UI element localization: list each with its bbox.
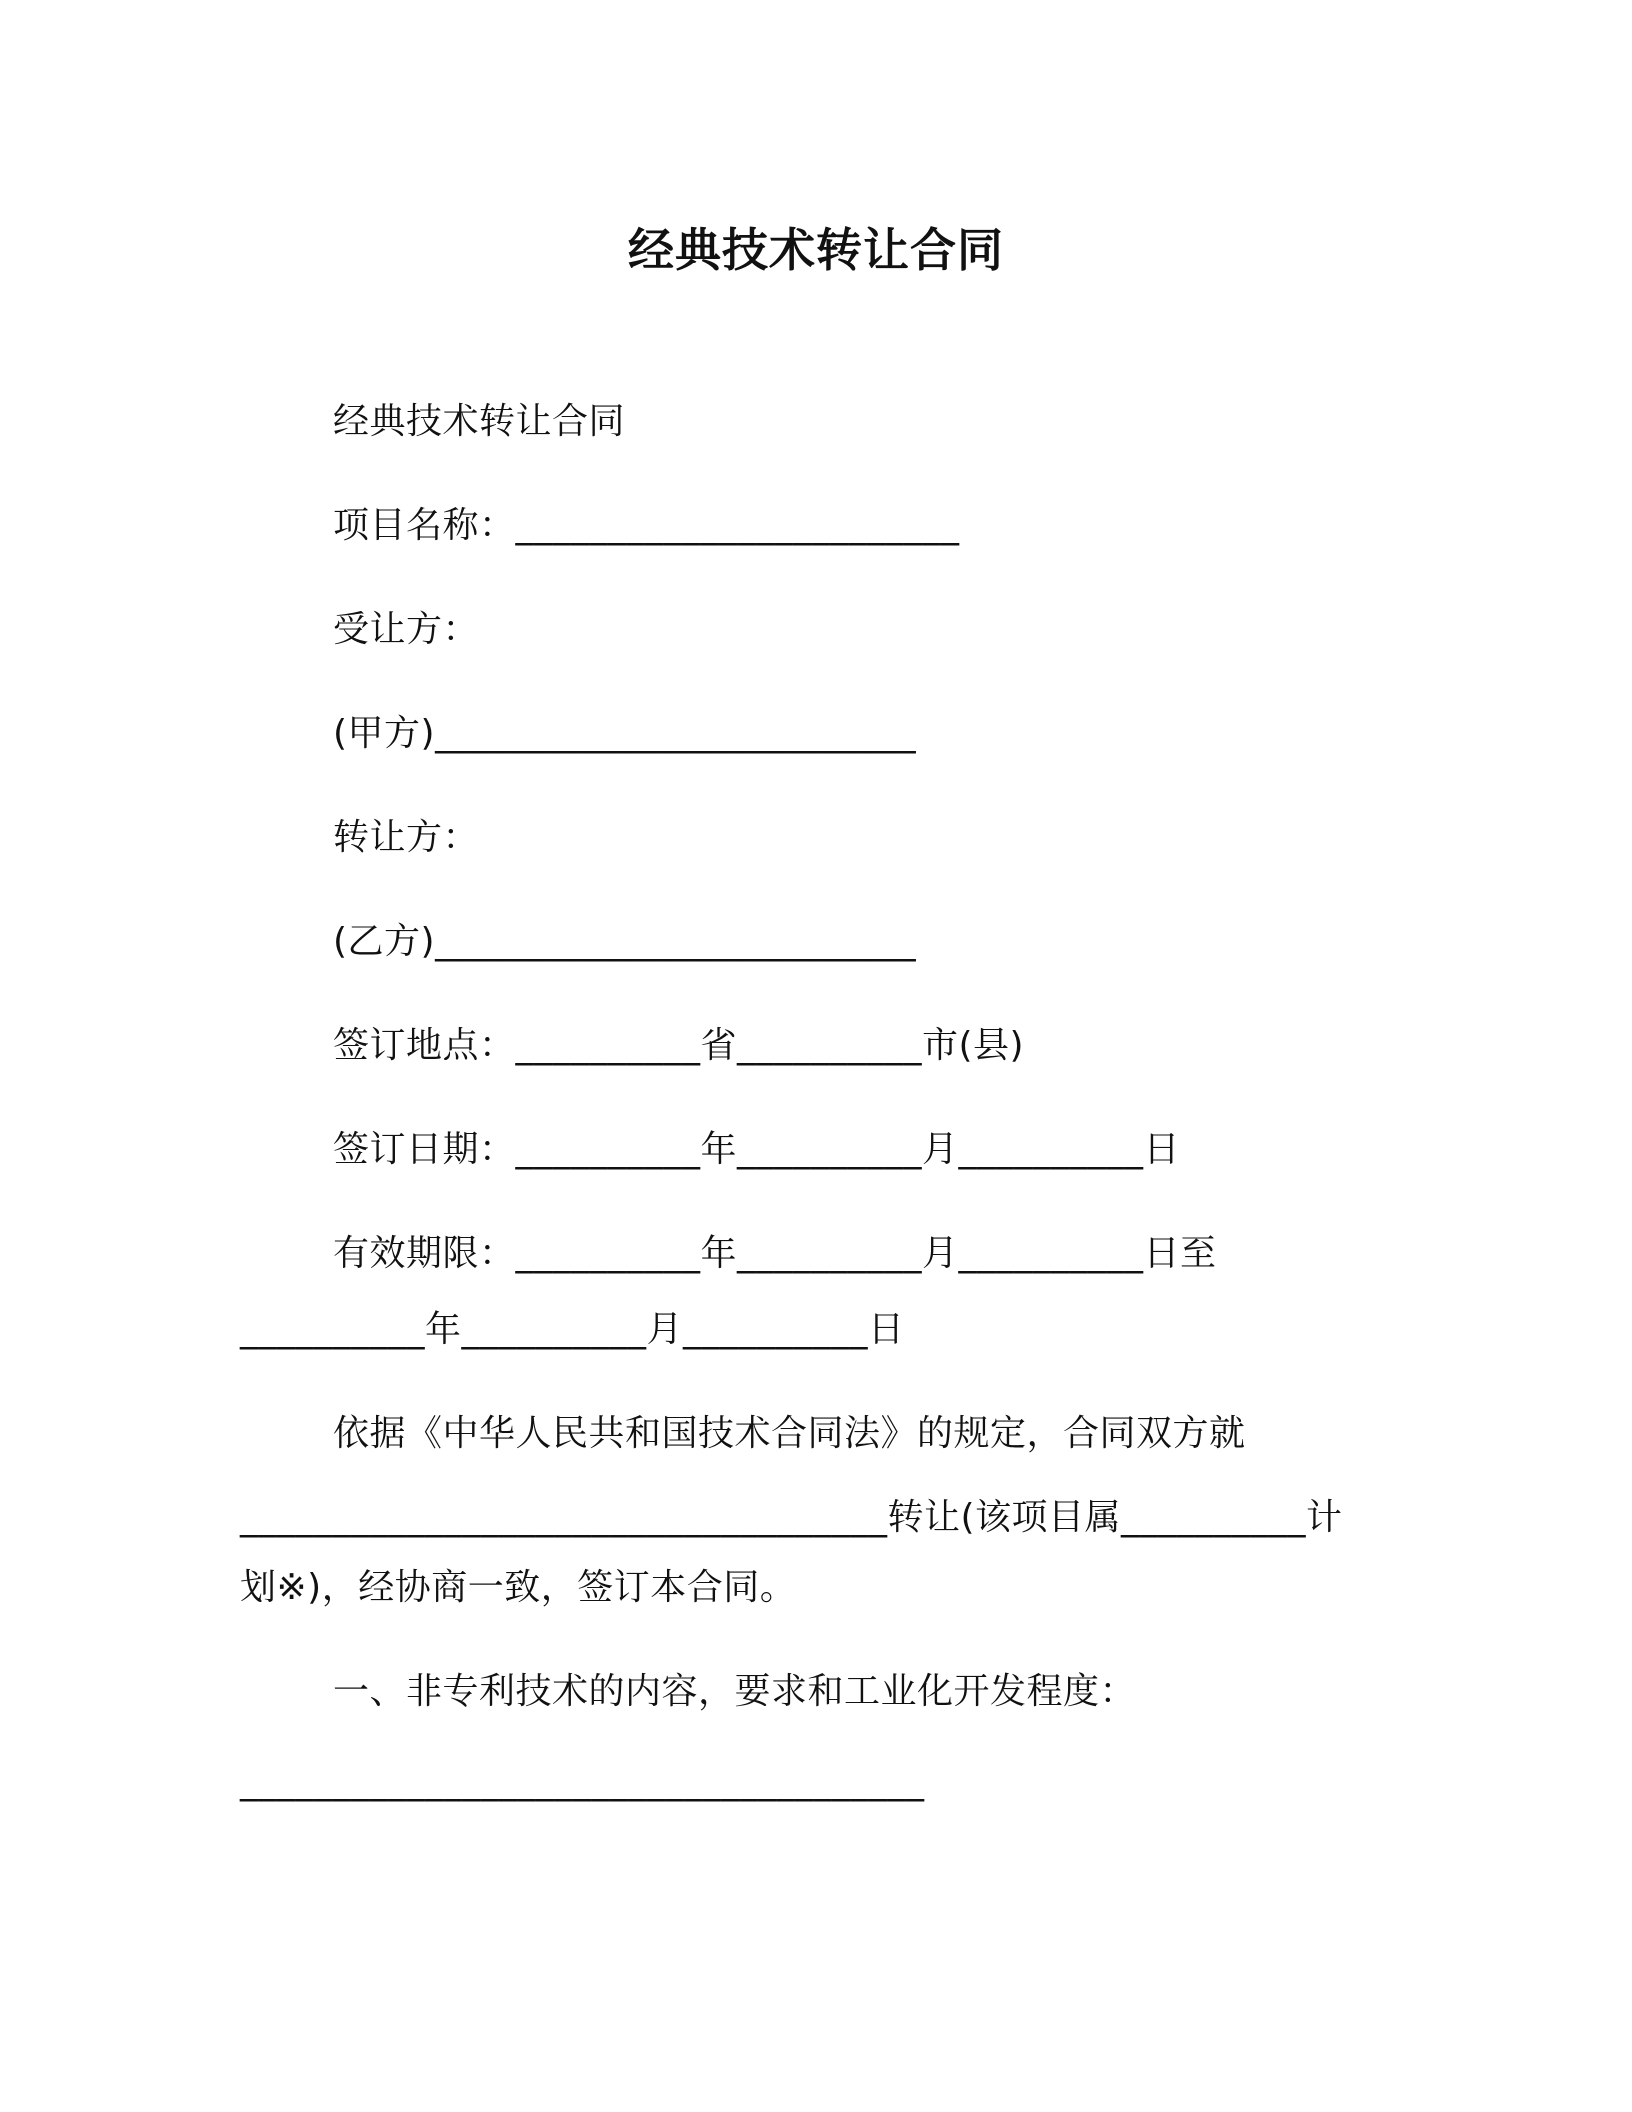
validity-period-line: 有效期限：__________年__________月__________日至 bbox=[333, 1233, 1217, 1274]
section-one-blank-line: _____________________________________ bbox=[240, 1761, 925, 1802]
basis-paragraph-line-1: 依据《中华人民共和国技术合同法》的规定，合同双方就 bbox=[333, 1413, 1246, 1454]
validity-period-end-line: __________年__________月__________日 bbox=[240, 1309, 905, 1350]
signing-date-line: 签订日期：__________年__________月__________日 bbox=[333, 1129, 1181, 1170]
document-title: 经典技术转让合同 bbox=[628, 223, 1004, 277]
signing-place-line: 签订地点：__________省__________市(县) bbox=[333, 1025, 1025, 1066]
section-one-heading: 一、非专利技术的内容，要求和工业化开发程度： bbox=[333, 1671, 1137, 1712]
basis-paragraph-line-3: 划※)，经协商一致，签订本合同。 bbox=[240, 1567, 797, 1608]
party-b-line: (乙方)__________________________ bbox=[333, 921, 917, 962]
subtitle-line: 经典技术转让合同 bbox=[333, 401, 626, 442]
transferor-label: 转让方： bbox=[333, 817, 480, 858]
party-a-line: (甲方)__________________________ bbox=[333, 713, 917, 754]
project-name-line: 项目名称：________________________ bbox=[333, 505, 960, 546]
transferee-label: 受让方： bbox=[333, 609, 480, 650]
basis-paragraph-line-2: ___________________________________转让(该项目属__________计 bbox=[240, 1497, 1343, 1538]
